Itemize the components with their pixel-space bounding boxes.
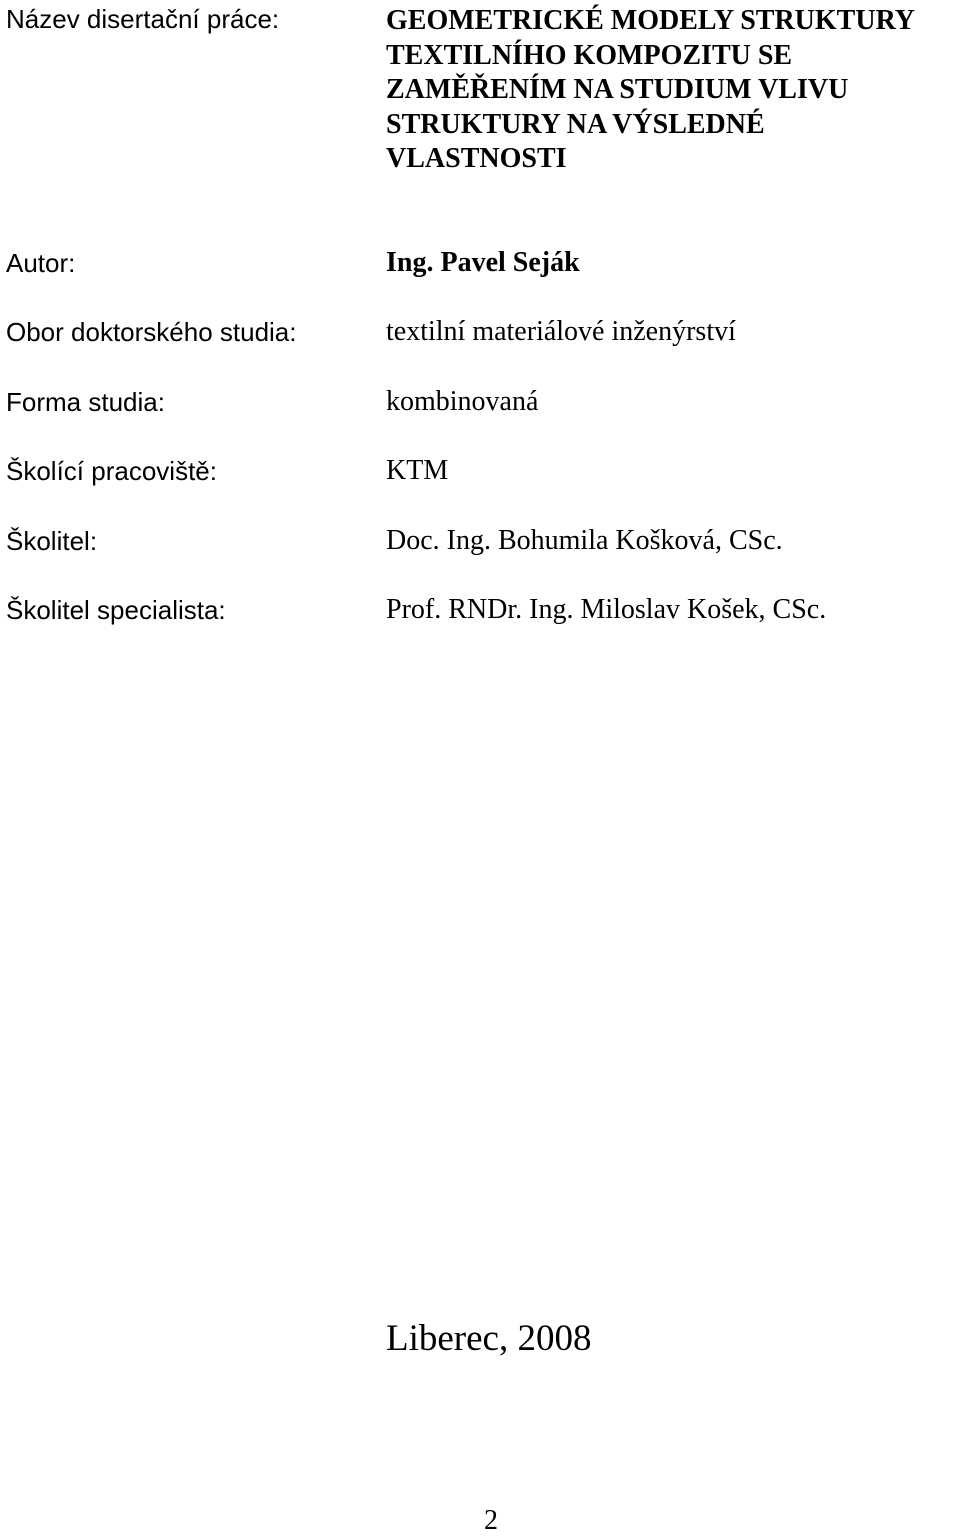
- author-label: Autor:: [6, 248, 76, 278]
- study-form-label: Forma studia:: [6, 387, 165, 417]
- thesis-title-label: Název disertační práce:: [6, 4, 280, 34]
- author-value: Ing. Pavel Seják: [386, 247, 580, 278]
- thesis-title-line: STRUKTURY NA VÝSLEDNÉ: [386, 108, 765, 140]
- thesis-title: [386, 4, 958, 177]
- specialist-supervisor-label: Školitel specialista:: [6, 595, 226, 625]
- specialist-supervisor-value: Prof. RNDr. Ing. Miloslav Košek, CSc.: [386, 594, 827, 625]
- department-label: Školící pracoviště:: [6, 456, 217, 486]
- thesis-title-line: TEXTILNÍHO KOMPOZITU SE: [386, 39, 793, 71]
- study-field-label: Obor doktorského studia:: [6, 317, 297, 347]
- page-number: 2: [484, 1505, 498, 1536]
- supervisor-label: Školitel:: [6, 526, 98, 556]
- study-form-value: kombinovaná: [386, 386, 539, 417]
- department-value: KTM: [386, 455, 449, 486]
- study-field-value: textilní materiálové inženýrství: [386, 316, 736, 347]
- thesis-title-line: VLASTNOSTI: [386, 143, 567, 174]
- place-and-year: Liberec, 2008: [386, 1318, 592, 1359]
- thesis-title-line: GEOMETRICKÉ MODELY STRUKTURY: [386, 5, 916, 36]
- supervisor-value: Doc. Ing. Bohumila Košková, CSc.: [386, 525, 783, 556]
- thesis-title-line: ZAMĚŘENÍM NA STUDIUM VLIVU: [386, 74, 849, 105]
